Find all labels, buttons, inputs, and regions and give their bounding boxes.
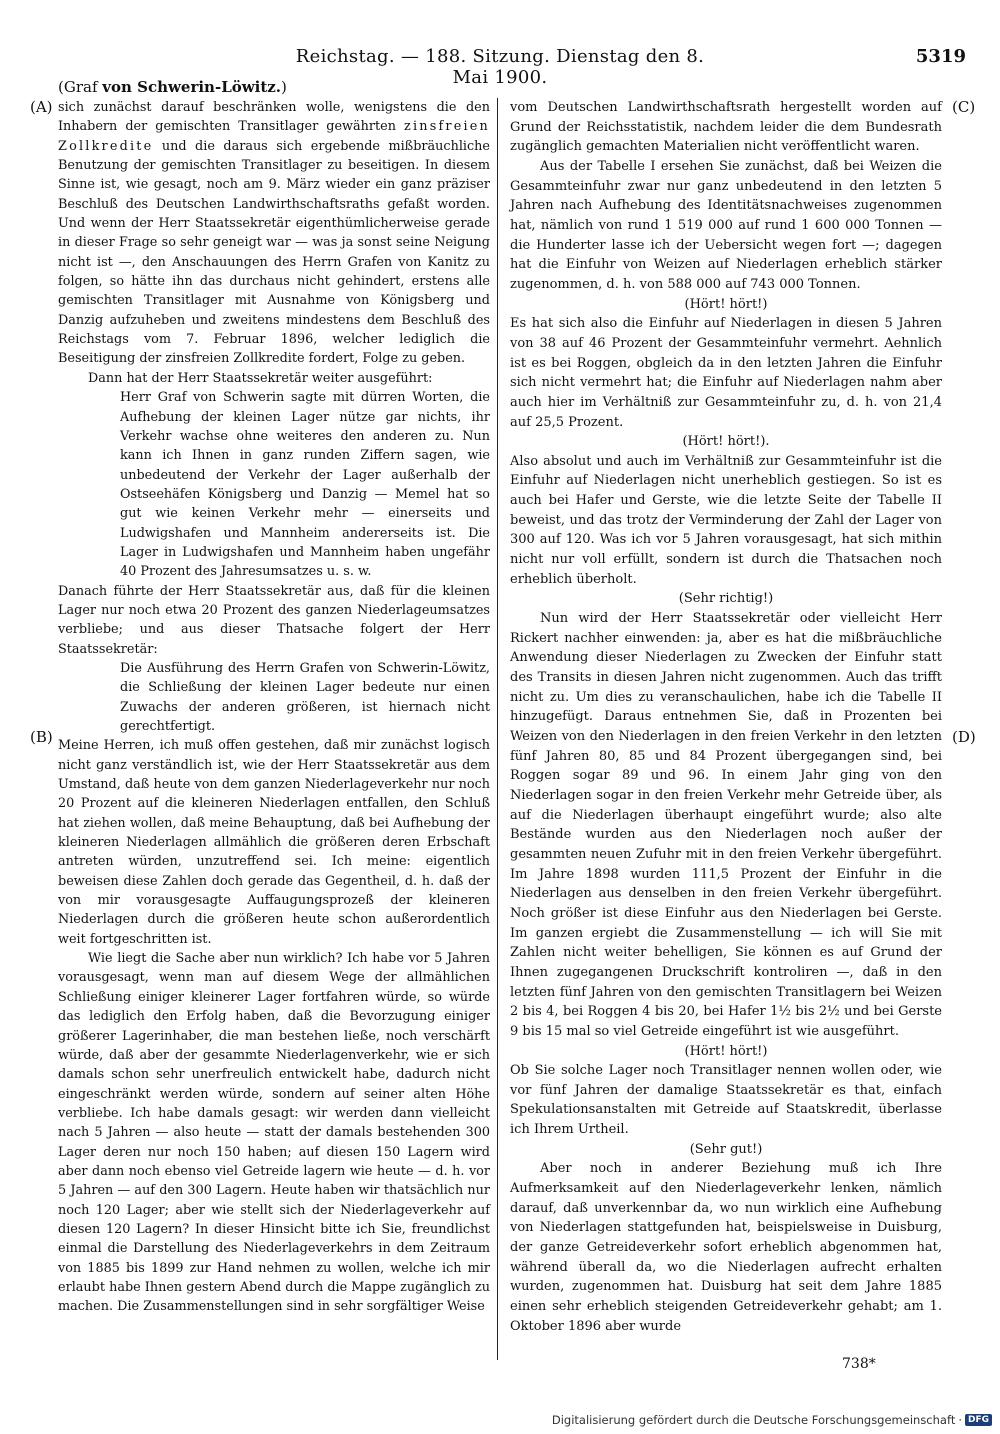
paragraph: Danach führte der Herr Staatssekretär aus, daß für die kleinen Lager nur noch etwa 20 Prozent des ganzen Niederlageumsatzes verbliebe; und aus dieser Thatsache folgert der Herr Staatssekretär:	[58, 583, 490, 657]
paragraph: Aus der Tabelle I ersehen Sie zunächst, daß bei Weizen die Gesammteinfuhr zwar nur ganz unbedeutend in den letzten 5 Jahren nach Aufhebung des Identitätsnachweises zugenommen hat, nämlich von rund 1 519 000 auf rund 1 600 000 Tonnen — die Hunderter lasse ich der Uebersicht wegen fort —; dagegen hat die Einfuhr von Weizen auf Niederlagen erheblich stärker zugenommen, d. h. von 588 000 auf 743 000 Tonnen.	[510, 158, 942, 292]
paragraph: Meine Herren, ich muß offen gestehen, daß mir zunächst logisch nicht ganz verständlich ist, wie der Herr Staatssekretär aus dem Umstand, daß heute von dem ganzen Niederlageverkehr nur noch 20 Prozent auf die kleineren Niederlagen entfallen, den Schluß hat ziehen wollen, daß meine Behauptung, daß bei Aufhebung der kleineren Niederlagen allmählich die größeren deren Erbschaft antreten würden, unzutreffend sei. Ich meine: eigentlich beweisen diese Zahlen doch gerade das Gegentheil, d. h. daß der von mir vorausgesagte Auffaugungsprozeß der kleineren Niederlagen durch die größeren heute schon außerordentlich weit fortgeschritten ist.	[58, 738, 490, 947]
interjection: (Sehr richtig!)	[678, 591, 774, 607]
quotation-paragraph: Die Ausführung des Herrn Grafen von Schwerin-Löwitz, die Schließung der kleinen Lager bedeute nur einen Zuwachs der anderen größeren, ist hiernach nicht gerechtfertigt.	[120, 660, 490, 734]
text-run: sich zunächst darauf beschränken wolle, wenigstens die den Inhabern der gemischten Transitlager gewährten	[58, 100, 490, 135]
quotation-paragraph: Herr Graf von Schwerin sagte mit dürren Worten, die Aufhebung der kleinen Lager nütze gar nichts, ihr Verkehr wachse ohne weiteres den anderen zu. Nun kann ich Ihnen in ganz runden Ziffern sagen, wie unbedeutend der Verkehr der Lager außerhalb der Ostseehäfen Königsberg und Danzig — Memel hat so gut wie keinen Verkehr mehr — einerseits und Ludwigshafen und Mannheim andererseits ist. Die Lager in Ludwigshafen und Mannheim haben ungefähr 40 Prozent des Jahresumsatzes u. s. w.	[120, 390, 490, 580]
paragraph: Nun wird der Herr Staatssekretär oder vielleicht Herr Rickert nachher einwenden: ja, aber es hat die mißbräuchliche Anwendung dieser Niederlagen zu Zwecken der Einfuhr statt des Transits in diesen Jahren nicht zugenommen. Auch das trifft nicht zu. Um dies zu veranschaulichen, habe ich die Tabelle II hinzugefügt. Daraus entnehmen Sie, daß in Prozenten bei Weizen von den Niederlagen in den freien Verkehr in den letzten fünf Jahren 80, 85 und 84 Prozent übergegangen sind, bei Roggen sogar 89 und 96. In einem Jahr ging von den Niederlagen sogar in den freien Verkehr mehr Getreide über, als auf die Niederlagen überhaupt eingeführt wurde; also alte Bestände wurden aus den Niederlagen noch außer der gesammten neuen Zufuhr mit in den freien Verkehr übergeführt. Im Jahre 1898 wurden 111,5 Prozent der Einfuhr in die Niederlagen aus denselben in den freien Verkehr übergeführt. Noch größer ist diese Einfuhr aus den Niederlagen bei Gerste. Im ganzen ergiebt die Zusammenstellung — ich will Sie mit Zahlen nicht weiter behelligen, Sie können es auf Grund der Ihnen zugegangenen Druckschrift kontroliren —, daß in den letzten fünf Jahren von den gemischten Transitlagern bei Weizen 2 bis 4, bei Roggen 4 bis 20, bei Hafer 1½ bis 2½ und bei Gerste 9 bis 15 mal so viel Getreide eingeführt ist wie ausgeführt.	[510, 611, 942, 1039]
paragraph: Dann hat der Herr Staatssekretär weiter ausgeführt:	[88, 370, 433, 386]
margin-marker-b: (B)	[30, 728, 53, 746]
interjection: (Hört! hört!)	[684, 296, 768, 312]
interjection: (Sehr gut!)	[689, 1141, 763, 1157]
margin-marker-a: (A)	[30, 98, 53, 116]
paragraph: Es hat sich also die Einfuhr auf Niederlagen in diesen 5 Jahren von 38 auf 46 Prozent der Gesammteinfuhr vermehrt. Aehnlich ist es bei Roggen, obgleich da in den letzten Jahren die Einfuhr sich nicht vermehrt hat; die Einfuhr auf Niederlagen nahm aber auch hier im Verhältniß zur Gesammteinfuhr zu, d. h. von 21,4 auf 25,5 Prozent.	[510, 316, 942, 430]
running-head: Reichstag. — 188. Sitzung. Dienstag den 8. Mai 1900.	[295, 46, 705, 88]
interjection: (Hört! hört!).	[682, 434, 770, 450]
left-text-column	[58, 98, 490, 1317]
paragraph: Wie liegt die Sache aber nun wirklich? Ich habe vor 5 Jahren vorausgesagt, wenn man auf diesem Wege der allmählichen Schließung einiger kleinerer Lager fortfahren würde, so würde das lediglich den Erfolg haben, daß die Bevorzugung einiger größerer Lagerinhaber, die man bestehen ließe, noch verschärft würde, daß aber der gesammte Niederlagenverkehr, wie er sich damals schon sehr unerfreulich entwickelt habe, dadurch nicht eingeschränkt werden würde, sondern auf seiner alten Höhe verbliebe. Ich habe damals gesagt: wir werden dann vielleicht nach 5 Jahren — also heute — statt der damals bestehenden 300 Lager deren nur noch 150 haben; auf diesen 150 Lagern wird aber dann noch ebenso viel Getreide lagern wie heute — d. h. vor 5 Jahren — auf den 300 Lagern. Heute haben wir thatsächlich nur noch 120 Lager; aber wie stellt sich der Niederlageverkehr auf diesen 120 Lagern? In dieser Hinsicht bitte ich Sie, freundlichst einmal die Darstellung des Niederlageverkehrs in dem Zeitraum von 1885 bis 1899 zur Hand nehmen zu wollen, welche ich mir erlaubt habe Ihnen gestern Abend durch die Mappe zugänglich zu machen. Die Zusammenstellungen sind in sehr sorgfältiger Weise	[58, 951, 490, 1315]
margin-marker-d: (D)	[952, 728, 976, 746]
speaker-attribution	[58, 78, 287, 96]
speaker-name: von Schwerin-Löwitz.	[102, 78, 282, 96]
footer-text: Digitalisierung gefördert durch die Deutsche Forschungsgemeinschaft	[551, 1413, 956, 1427]
page-number: 5319	[915, 46, 966, 67]
paragraph	[58, 98, 490, 369]
speaker-close: )	[281, 78, 287, 96]
digitization-footer	[552, 1413, 992, 1427]
column-divider	[497, 98, 498, 1360]
signature-mark: 738*	[842, 1356, 876, 1372]
paragraph: Also absolut und auch im Verhältniß zur Gesammteinfuhr ist die Einfuhr auf Niederlagen nicht unerheblich gestiegen. So ist es auch bei Hafer und Gerste, wie die letzte Seite der Tabelle II beweist, und das trotz der Verminderung der Zahl der Lager von 300 auf 120. Was ich vor 5 Jahren vorausgesagt, hat sich mithin nicht nur voll erfüllt, sondern ist durch die Thatsachen noch erheblich überholt.	[510, 453, 942, 587]
paragraph: Aber noch in anderer Beziehung muß ich Ihre Aufmerksamkeit auf den Niederlageverkehr lenken, nämlich darauf, daß unverkennbar da, wo nun wirklich eine Aufhebung von Niederlagen stattgefunden hat, beispielsweise in Duisburg, der ganze Getreideverkehr sofort erheblich abgenommen hat, während überall da, wo die Niederlagen aufrecht erhalten wurden, zugenommen hat. Duisburg hat seit dem Jahre 1885 einen sehr erheblich steigenden Getreideverkehr gehabt; am 1. Oktober 1896 aber wurde	[510, 1161, 942, 1334]
interjection: (Hört! hört!)	[684, 1043, 768, 1059]
speaker-open: (Graf	[58, 78, 103, 96]
text-run: und die daraus sich ergebende mißbräuchliche Benutzung der gemischten Transitlager zu beseitigen. In diesem Sinne ist, wie gesagt, noch am 9. März wieder ein ganz präziser Beschluß des Deutschen Landwirthschaftsraths gefaßt worden. Und wenn der Herr Staatssekretär eigenthümlicherweise gerade in dieser Frage so sehr geneigt war — was ja sonst seine Neigung nicht ist —, den Anschauungen des Herrn Grafen von Kanitz zu folgen, so hätte ihn das durchaus nicht gehindert, erstens alle gemischten Transitlager mit Ausnahme von Königsberg und Danzig aufzuheben und zweitens mindestens dem Beschluß des Reichstags vom 7. Februar 1896, welcher lediglich die Beseitigung der zinsfreien Zollkredite fordert, Folge zu geben.	[58, 138, 490, 367]
margin-marker-c: (C)	[952, 98, 976, 116]
footer-separator: ·	[958, 1413, 962, 1427]
paragraph: Ob Sie solche Lager noch Transitlager nennen wollen oder, wie vor fünf Jahren der damalige Staatssekretär es that, einfach Spekulationsanstalten mit Getreide auf Staatskredit, überlasse ich Ihrem Urtheil.	[510, 1063, 942, 1138]
right-text-column	[510, 98, 942, 1336]
paragraph: vom Deutschen Landwirthschaftsrath hergestellt worden auf Grund der Reichsstatistik, nachdem leider die dem Bundesrath zugänglich gemachten Materialien nicht veröffentlicht waren.	[510, 100, 942, 155]
dfg-logo: DFG	[965, 1414, 992, 1426]
spaced-emphasis: zinsfreien Zollkredite	[58, 119, 490, 154]
